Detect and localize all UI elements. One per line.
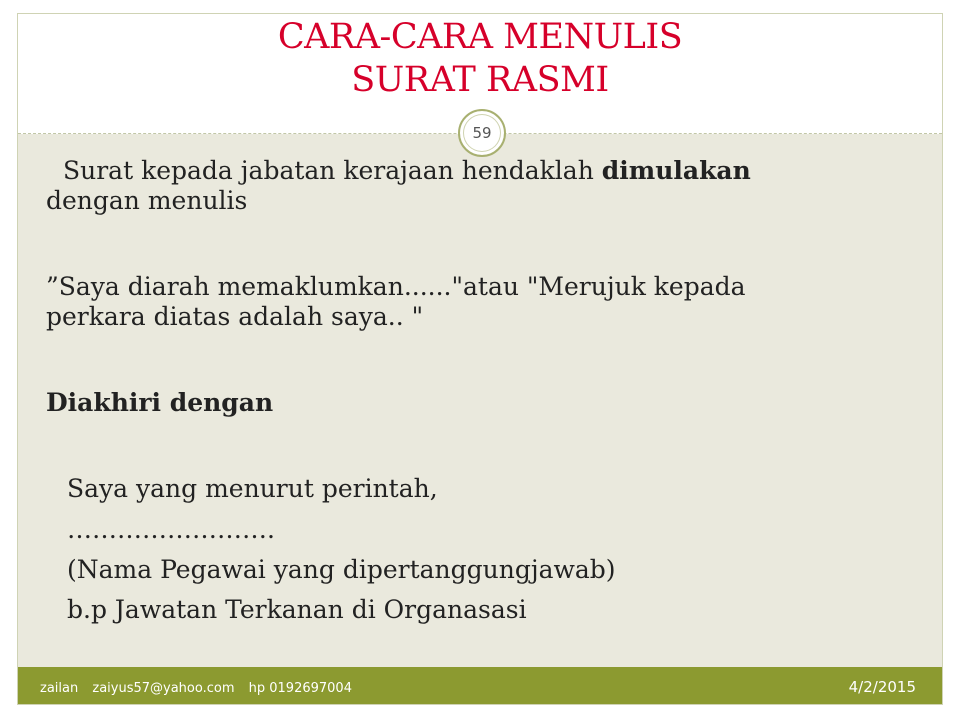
footer-date: 4/2/2015 xyxy=(848,678,916,696)
title-line-1: CARA-CARA MENULIS xyxy=(277,17,683,57)
footer-email: zaiyus57@yahoo.com xyxy=(92,681,235,696)
paragraph-1-bold: dimulakan xyxy=(601,156,751,185)
closing-line-1: Saya yang menurut perintah, xyxy=(67,474,438,503)
title-line-2: SURAT RASMI xyxy=(351,60,609,100)
closing-line-4: b.p Jawatan Terkanan di Organasasi xyxy=(67,595,527,624)
footer-name: zailan xyxy=(40,681,79,696)
closing-line-3: (Nama Pegawai yang dipertanggungjawab) xyxy=(67,555,616,584)
footer-info xyxy=(40,681,362,696)
slide-number-badge: 59 xyxy=(458,109,506,157)
paragraph-1-line-2: dengan menulis xyxy=(46,186,248,215)
footer-phone: hp 0192697004 xyxy=(248,681,352,696)
closing-line-2: ……………………. xyxy=(67,515,275,544)
slide-title xyxy=(18,16,942,102)
closing-heading: Diakhiri dengan xyxy=(46,388,274,417)
paragraph-2-line-2: perkara diatas adalah saya.. " xyxy=(46,302,424,331)
paragraph-2-line-1: ”Saya diarah memaklumkan......"atau "Merujuk kepada xyxy=(46,272,746,301)
paragraph-1-text: Surat kepada jabatan kerajaan hendaklah xyxy=(63,156,602,185)
